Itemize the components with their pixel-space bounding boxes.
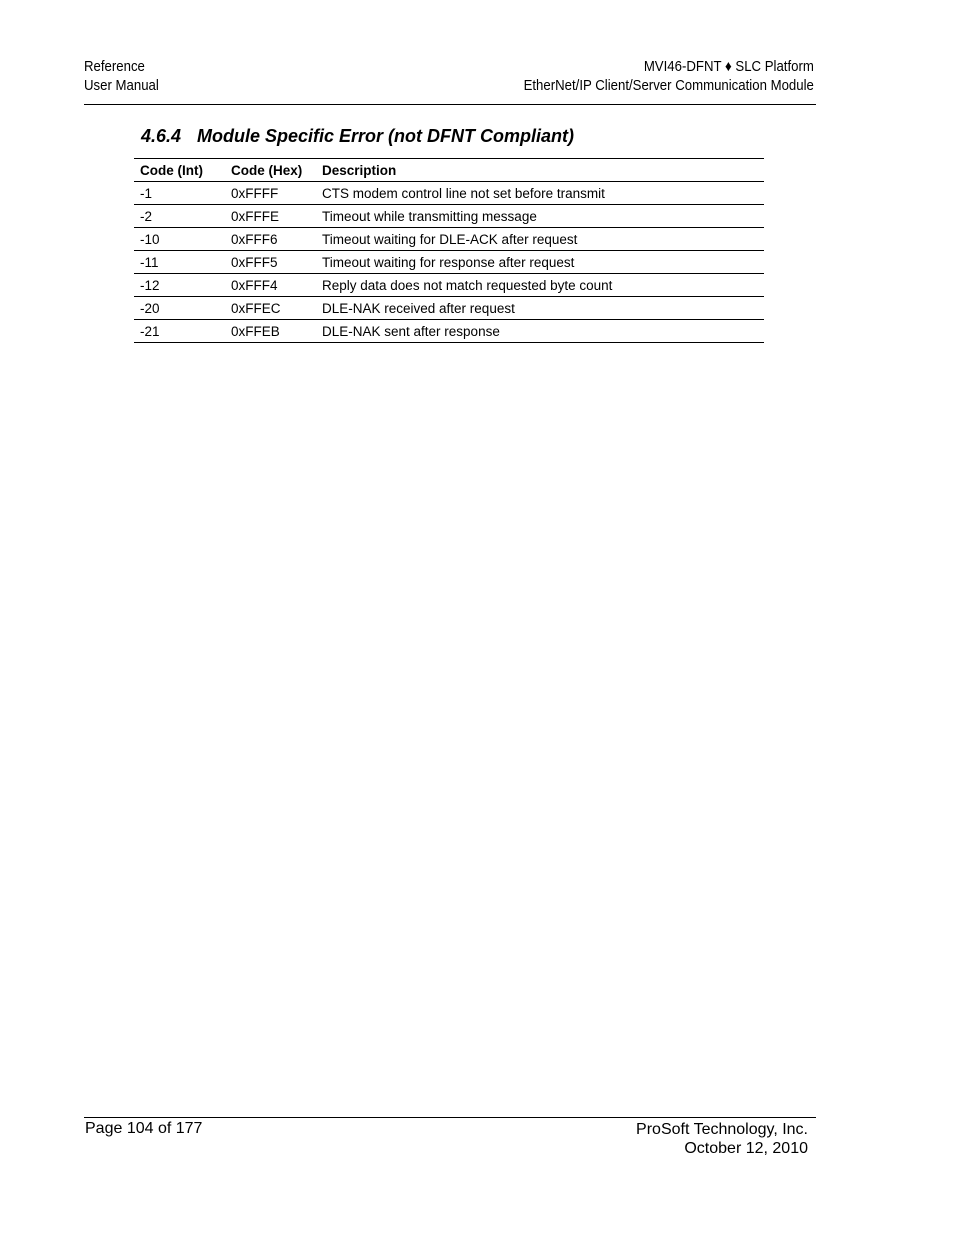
table-row: [134, 205, 764, 228]
cell-code-int: -12: [134, 274, 225, 297]
cell-code-hex: 0xFFF4: [225, 274, 316, 297]
publication-date: October 12, 2010: [684, 1140, 808, 1157]
cell-code-hex: 0xFFEC: [225, 297, 316, 320]
header-product: MVI46-DFNT ♦ SLC Platform: [643, 58, 814, 75]
cell-code-hex: 0xFFFF: [225, 182, 316, 205]
cell-description: Reply data does not match requested byte count: [316, 274, 764, 297]
cell-code-int: -10: [134, 228, 225, 251]
error-code-table: [134, 158, 764, 343]
cell-description: DLE-NAK sent after response: [316, 320, 764, 343]
section-heading: Module Specific Error (not DFNT Compliant): [197, 126, 574, 146]
cell-description: DLE-NAK received after request: [316, 297, 764, 320]
cell-description: Timeout waiting for response after request: [316, 251, 764, 274]
table-row: [134, 297, 764, 320]
table-row: [134, 182, 764, 205]
table-row: [134, 251, 764, 274]
cell-code-hex: 0xFFF6: [225, 228, 316, 251]
cell-code-int: -20: [134, 297, 225, 320]
table-header-row: [134, 159, 764, 182]
header-right: [524, 57, 814, 95]
footer-right: [636, 1120, 808, 1158]
header-left: [84, 57, 159, 95]
column-header-description: Description: [316, 159, 764, 182]
cell-code-int: -2: [134, 205, 225, 228]
column-header-code-hex: Code (Hex): [225, 159, 316, 182]
cell-description: CTS modem control line not set before transmit: [316, 182, 764, 205]
column-header-code-int: Code (Int): [134, 159, 225, 182]
header-section-label: Reference: [84, 58, 145, 75]
section-number: 4.6.4: [141, 126, 182, 146]
cell-description: Timeout while transmitting message: [316, 205, 764, 228]
cell-code-int: -11: [134, 251, 225, 274]
header-doc-type: User Manual: [84, 77, 159, 94]
cell-description: Timeout waiting for DLE-ACK after request: [316, 228, 764, 251]
company-name: ProSoft Technology, Inc.: [636, 1121, 808, 1138]
cell-code-hex: 0xFFEB: [225, 320, 316, 343]
cell-code-hex: 0xFFFE: [225, 205, 316, 228]
table-row: [134, 274, 764, 297]
table-row: [134, 320, 764, 343]
section-title: [141, 126, 574, 147]
cell-code-int: -21: [134, 320, 225, 343]
header-divider: [84, 104, 816, 105]
header-product-desc: EtherNet/IP Client/Server Communication Module: [523, 77, 814, 94]
page-number: Page 104 of 177: [85, 1120, 203, 1137]
cell-code-hex: 0xFFF5: [225, 251, 316, 274]
table-row: [134, 228, 764, 251]
footer-divider: [84, 1117, 816, 1118]
cell-code-int: -1: [134, 182, 225, 205]
